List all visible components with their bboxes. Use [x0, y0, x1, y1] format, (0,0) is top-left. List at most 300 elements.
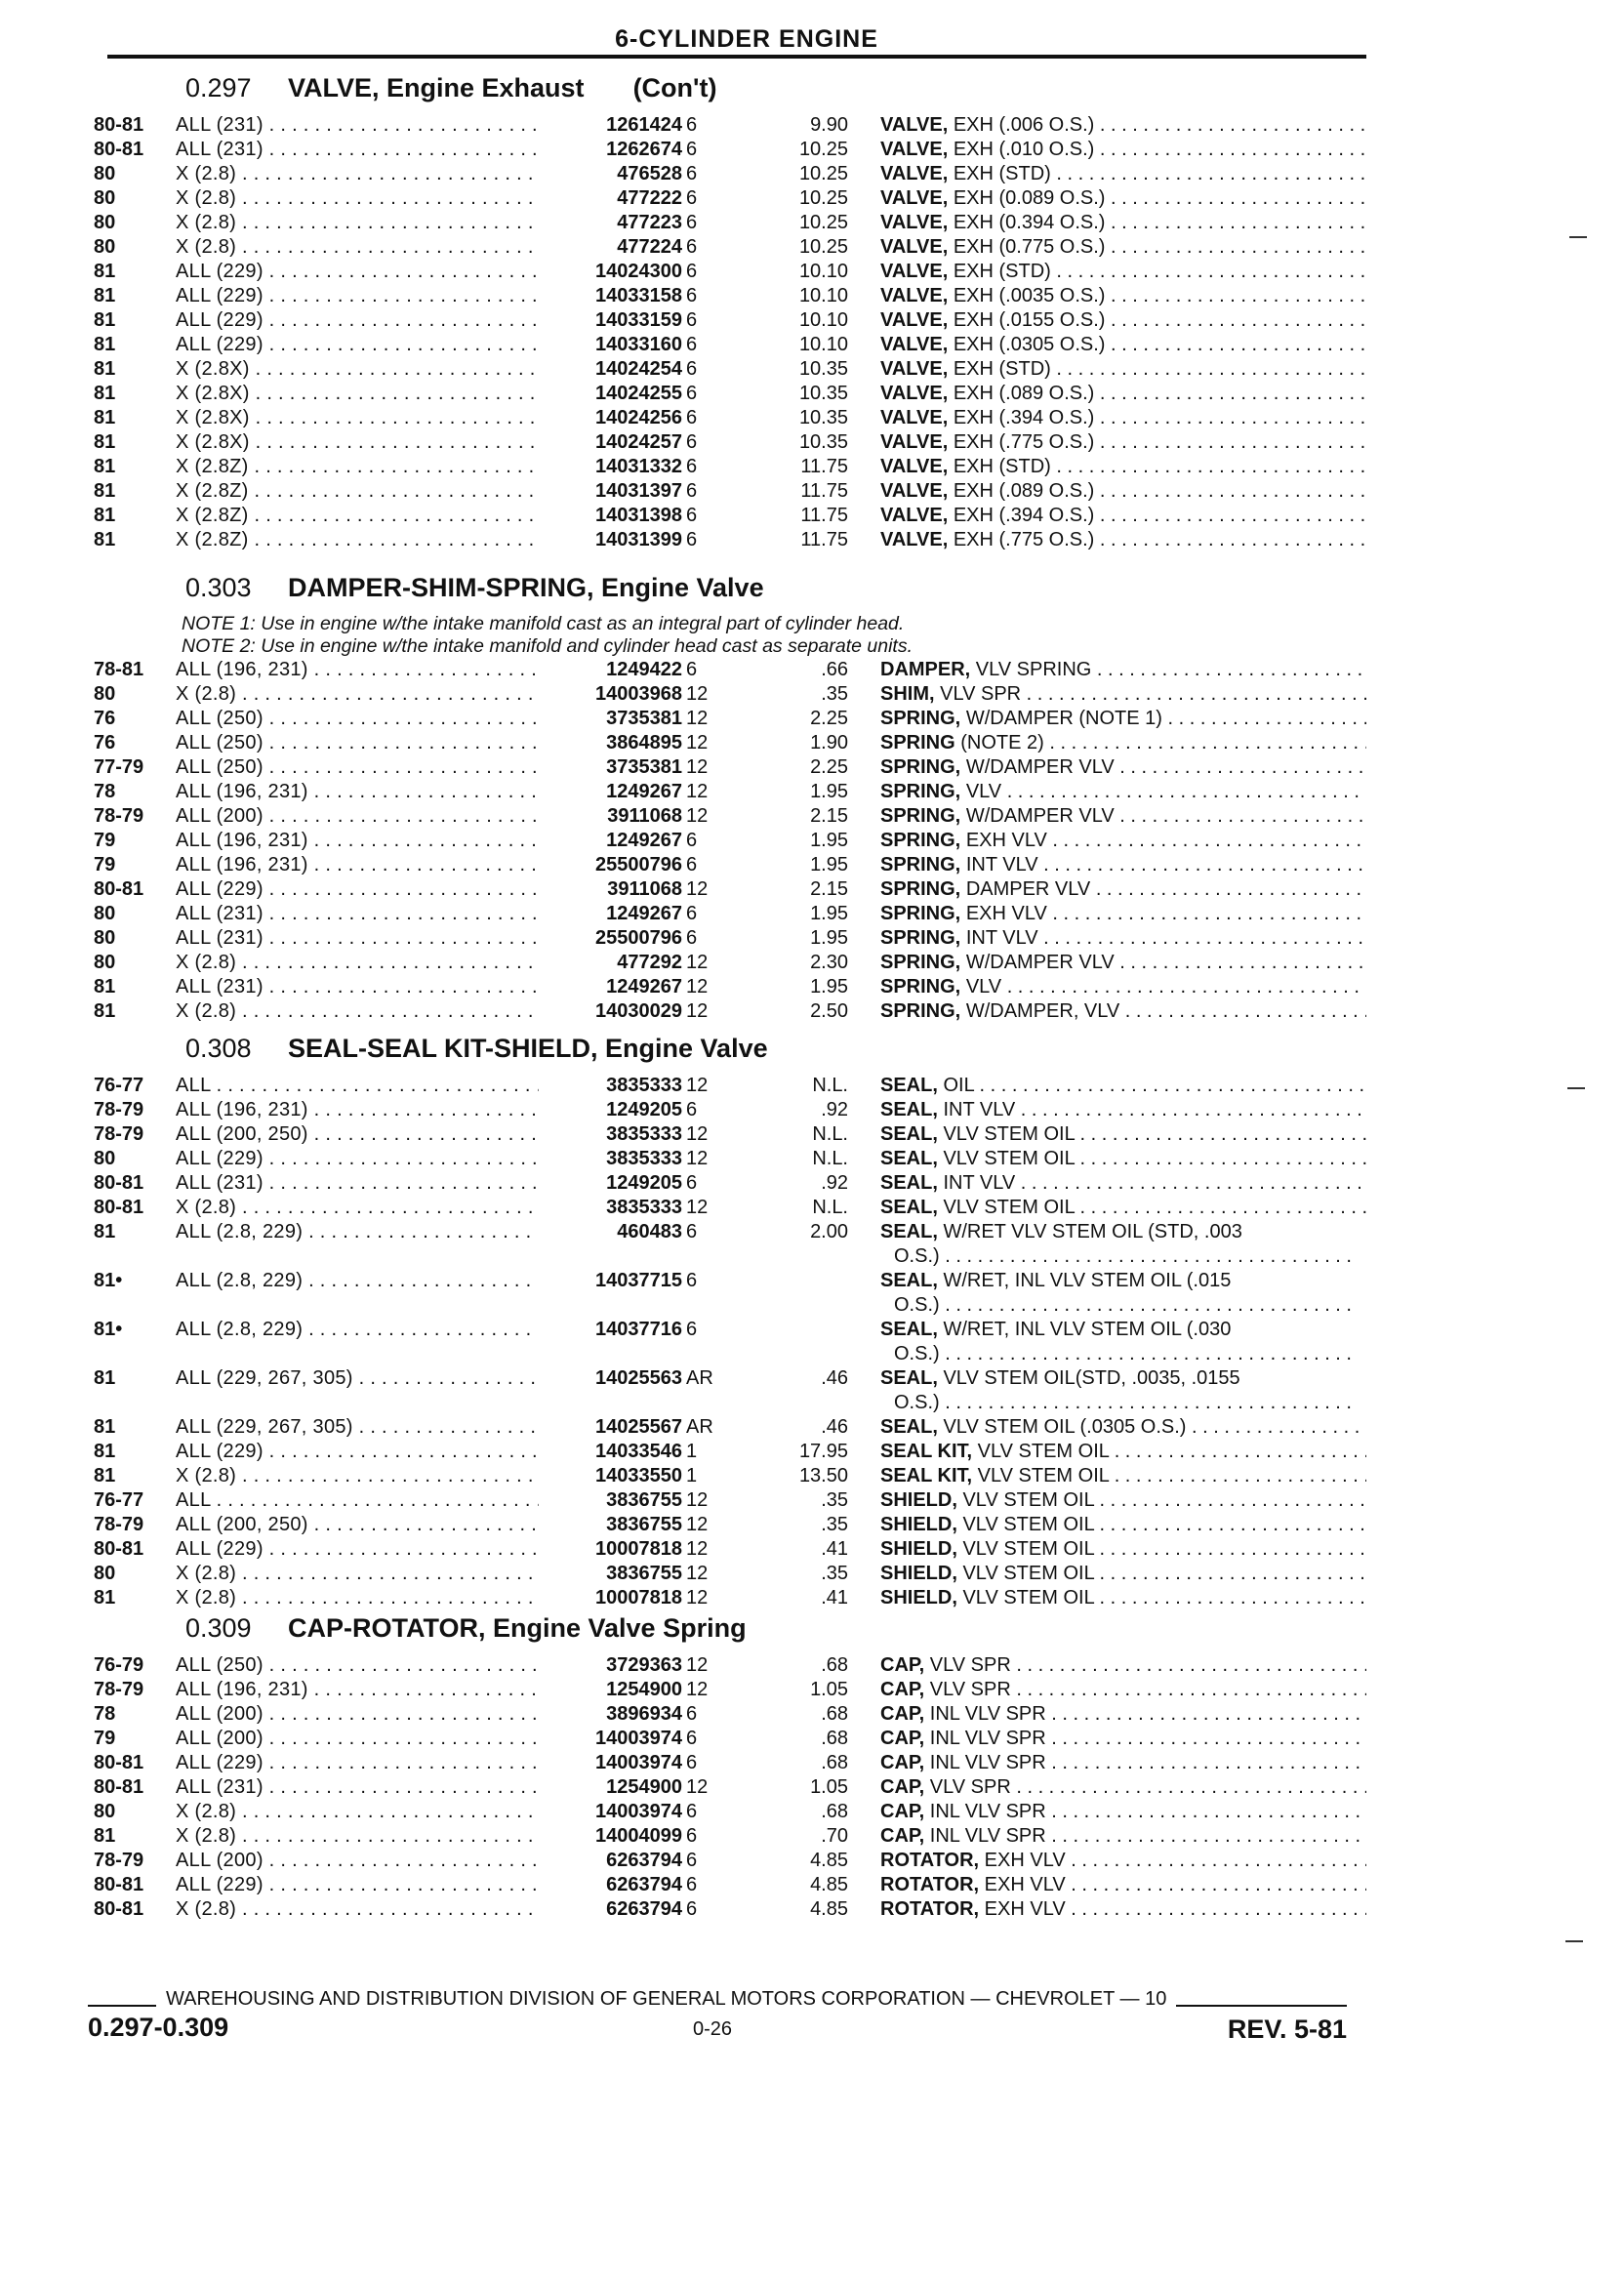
application: ALL (196, 231) . . .: [176, 853, 539, 877]
quantity: 12: [686, 1776, 709, 1798]
description: [880, 1702, 1366, 1727]
description: [880, 1122, 1366, 1147]
description-type: SEAL,: [880, 1123, 938, 1145]
quantity: 6: [686, 285, 698, 306]
description: [880, 1751, 1366, 1775]
description-type: SEAL,: [880, 1270, 938, 1291]
description-detail: VLV STEM OIL: [962, 1489, 1094, 1511]
model-year: 80: [94, 187, 116, 209]
part-number: 14033546: [591, 1440, 682, 1464]
price: 10.25: [798, 236, 848, 258]
quantity: 6: [686, 139, 698, 160]
quantity: 12: [686, 732, 709, 753]
description-type: SEAL,: [880, 1197, 938, 1218]
description-detail: INL VLV SPR: [929, 1801, 1046, 1822]
price: .66: [821, 659, 848, 680]
part-number: 3729363: [602, 1653, 682, 1678]
description-type: VALVE,: [880, 236, 949, 258]
part-number: 476528: [613, 162, 682, 186]
description-type: ROTATOR,: [880, 1874, 980, 1895]
quantity: 6: [686, 114, 698, 136]
description-type: SEAL,: [880, 1099, 938, 1120]
application: ALL (250) . . .: [176, 1653, 539, 1678]
application: X (2.8) . . .: [176, 951, 539, 975]
quantity: 12: [686, 1000, 709, 1022]
description-type: VALVE,: [880, 285, 949, 306]
footer-bottom: [88, 2013, 1347, 2048]
part-number: 3896934: [602, 1702, 682, 1727]
application: ALL (200) . . .: [176, 1849, 539, 1873]
description: [880, 479, 1366, 504]
part-row: [0, 1415, 1624, 1440]
application: ALL (196, 231) . . .: [176, 658, 539, 682]
part-row: [0, 186, 1624, 211]
price: .68: [821, 1703, 848, 1725]
part-row: [0, 162, 1624, 186]
application: ALL (231) . . .: [176, 926, 539, 951]
application: ALL (229) . . .: [176, 333, 539, 357]
footer-division: WAREHOUSING AND DISTRIBUTION DIVISION OF GENERAL MOTORS CORPORATION — CHEVROLET — 10: [166, 1988, 1167, 2010]
model-year: 81: [94, 285, 116, 306]
application: X (2.8X) . . .: [176, 430, 539, 455]
quantity: 6: [686, 456, 698, 477]
quantity: 12: [686, 708, 709, 729]
application: ALL (231) . . .: [176, 1775, 539, 1800]
description: [880, 1366, 1366, 1415]
price: 11.75: [800, 505, 848, 526]
part-row: [0, 999, 1624, 1024]
description-type: SPRING,: [880, 830, 961, 851]
description: [880, 357, 1366, 382]
description-type: VALVE,: [880, 212, 949, 233]
model-year: 80-81: [94, 1172, 144, 1194]
section-title: CAP-ROTATOR, Engine Valve Spring: [288, 1613, 747, 1643]
quantity: 6: [686, 1898, 698, 1920]
part-row: [0, 853, 1624, 877]
description-type: SEAL KIT,: [880, 1465, 973, 1486]
description: [880, 1415, 1366, 1440]
application: X (2.8) . . .: [176, 186, 539, 211]
description-detail: INL VLV SPR: [929, 1825, 1046, 1847]
quantity: 12: [686, 683, 709, 705]
price: N.L.: [812, 1123, 848, 1145]
part-row: [0, 731, 1624, 755]
quantity: 12: [686, 976, 709, 998]
part-row: [0, 504, 1624, 528]
description-detail: W/RET, INL VLV STEM OIL (.030: [943, 1319, 1232, 1340]
quantity: 6: [686, 383, 698, 404]
description: [880, 504, 1366, 528]
description: [880, 999, 1366, 1024]
part-number: 14031399: [591, 528, 682, 552]
part-row: [0, 1653, 1624, 1678]
part-row: [0, 1366, 1624, 1415]
description: [880, 780, 1366, 804]
description: [880, 235, 1366, 260]
price: 1.95: [810, 830, 848, 851]
description-detail: EXH (.0305 O.S.): [953, 334, 1106, 355]
part-row: [0, 1849, 1624, 1873]
price: 11.75: [800, 529, 848, 550]
description-type: SEAL,: [880, 1416, 938, 1438]
price: 4.85: [810, 1850, 848, 1871]
description: [880, 902, 1366, 926]
price: N.L.: [812, 1075, 848, 1096]
part-number: 3836755: [602, 1562, 682, 1586]
description-type: SHIELD,: [880, 1563, 957, 1584]
application: X (2.8) . . .: [176, 1464, 539, 1488]
description-type: SPRING,: [880, 952, 961, 973]
footer-rule: [88, 2005, 156, 2007]
application: ALL (196, 231) . . .: [176, 1678, 539, 1702]
model-year: 80: [94, 952, 116, 973]
description-detail: VLV STEM OIL: [977, 1465, 1110, 1486]
part-number: 14031398: [591, 504, 682, 528]
description-detail: INL VLV SPR: [929, 1728, 1046, 1749]
application: ALL . . .: [176, 1488, 539, 1513]
model-year: 80-81: [94, 1752, 144, 1773]
description: [880, 1824, 1366, 1849]
quantity: 6: [686, 505, 698, 526]
model-year: 78: [94, 1703, 116, 1725]
part-number: 14024254: [591, 357, 682, 382]
description-detail: VLV STEM OIL: [962, 1587, 1094, 1608]
price: 10.25: [798, 163, 848, 184]
price: 2.15: [810, 805, 848, 827]
part-row: [0, 1751, 1624, 1775]
description-detail: W/DAMPER (NOTE 1): [965, 708, 1162, 729]
part-number: 14024256: [591, 406, 682, 430]
description-type: SEAL,: [880, 1319, 938, 1340]
model-year: 80: [94, 1148, 116, 1169]
description-detail: INT VLV: [943, 1172, 1016, 1194]
price: 17.95: [798, 1441, 848, 1462]
description: [880, 731, 1366, 755]
page-title: 6-CYLINDER ENGINE: [615, 25, 878, 53]
revision-label: REV. 5-81: [1227, 2015, 1347, 2044]
part-row: [0, 877, 1624, 902]
application: X (2.8X) . . .: [176, 406, 539, 430]
model-year: 81: [94, 1416, 116, 1438]
price: N.L.: [812, 1197, 848, 1218]
description: [880, 1074, 1366, 1098]
application: X (2.8) . . .: [176, 1196, 539, 1220]
quantity: 6: [686, 1703, 698, 1725]
header-rule: [107, 55, 1366, 59]
model-year: 81: [94, 1221, 116, 1242]
quantity: AR: [686, 1367, 713, 1389]
description-continuation: O.S.) . . .: [894, 1392, 1352, 1413]
description-detail: EXH (0.775 O.S.): [953, 236, 1106, 258]
section-number: 0.308: [185, 1034, 252, 1063]
model-year: 76-77: [94, 1489, 144, 1511]
quantity: 6: [686, 1099, 698, 1120]
description: [880, 1653, 1366, 1678]
application: ALL (250) . . .: [176, 707, 539, 731]
quantity: 6: [686, 1221, 698, 1242]
part-row: [0, 1098, 1624, 1122]
application: ALL (229) . . .: [176, 1147, 539, 1171]
part-number: 3835333: [602, 1147, 682, 1171]
description: [880, 1800, 1366, 1824]
quantity: 12: [686, 1197, 709, 1218]
description-continuation: O.S.) . . .: [894, 1245, 1352, 1267]
part-number: 14025567: [591, 1415, 682, 1440]
price: .92: [821, 1172, 848, 1194]
part-number: 25500796: [591, 853, 682, 877]
application: ALL (2.8, 229) . . .: [176, 1269, 539, 1293]
description-type: VALVE,: [880, 187, 949, 209]
quantity: 6: [686, 261, 698, 282]
description: [880, 1727, 1366, 1751]
price: 1.05: [810, 1776, 848, 1798]
description: [880, 682, 1366, 707]
application: X (2.8Z) . . .: [176, 455, 539, 479]
model-year: 80-81: [94, 1776, 144, 1798]
section-heading: [185, 1612, 747, 1644]
description: [880, 308, 1366, 333]
margin-mark: [1565, 1940, 1583, 1942]
model-year: 80-81: [94, 878, 144, 900]
application: ALL (229) . . .: [176, 1440, 539, 1464]
part-row: [0, 113, 1624, 138]
price: 2.25: [810, 708, 848, 729]
price: 2.50: [810, 1000, 848, 1022]
model-year: 81: [94, 261, 116, 282]
part-row: [0, 333, 1624, 357]
part-number: 6263794: [602, 1849, 682, 1873]
description: [880, 186, 1366, 211]
description: [880, 1488, 1366, 1513]
model-year: 81: [94, 456, 116, 477]
description-type: VALVE,: [880, 383, 949, 404]
model-year: 80: [94, 683, 116, 705]
part-row: [0, 1800, 1624, 1824]
description-detail: INL VLV SPR: [929, 1752, 1046, 1773]
price: 11.75: [800, 480, 848, 502]
section-title: VALVE, Engine Exhaust: [288, 73, 585, 102]
part-row: [0, 1074, 1624, 1098]
application: ALL (196, 231) . . .: [176, 1098, 539, 1122]
page-footer: [88, 1987, 1347, 2048]
application: ALL (229, 267, 305) . . .: [176, 1415, 539, 1440]
application: ALL (229) . . .: [176, 284, 539, 308]
part-row: [0, 211, 1624, 235]
part-number: 3911068: [603, 877, 682, 902]
model-year: 80-81: [94, 114, 144, 136]
model-year: 77-79: [94, 756, 144, 778]
part-number: 14037716: [591, 1318, 682, 1342]
application: ALL (231) . . .: [176, 902, 539, 926]
price: .35: [821, 683, 848, 705]
description-detail: VLV STEM OIL: [977, 1441, 1110, 1462]
model-year: 81: [94, 1825, 116, 1847]
description-detail: EXH (.394 O.S.): [953, 407, 1095, 428]
part-row: [0, 658, 1624, 682]
description-continuation: O.S.) . . .: [894, 1343, 1352, 1364]
description: [880, 877, 1366, 902]
description-detail: EXH (.0155 O.S.): [953, 309, 1106, 331]
part-row: [0, 1873, 1624, 1897]
description: [880, 1678, 1366, 1702]
page-header: [107, 25, 1366, 59]
model-year: 78-79: [94, 805, 144, 827]
price: 2.15: [810, 878, 848, 900]
part-row: [0, 829, 1624, 853]
description-detail: VLV: [965, 781, 1002, 802]
section-heading: [185, 1033, 768, 1064]
model-year: 80-81: [94, 1197, 144, 1218]
quantity: 6: [686, 1874, 698, 1895]
part-number: 1249267: [602, 829, 682, 853]
part-number: 14004099: [591, 1824, 682, 1849]
price: 10.10: [798, 334, 848, 355]
part-row: [0, 951, 1624, 975]
part-number: 6263794: [602, 1873, 682, 1897]
description: [880, 1897, 1366, 1922]
part-number: 1249205: [602, 1171, 682, 1196]
description: [880, 1873, 1366, 1897]
quantity: 6: [686, 163, 698, 184]
part-number: 1249267: [602, 902, 682, 926]
part-row: [0, 1269, 1624, 1318]
description-type: SPRING: [880, 732, 955, 753]
section-number: 0.309: [185, 1613, 252, 1643]
description-type: SPRING,: [880, 1000, 961, 1022]
part-row: [0, 479, 1624, 504]
part-number: 3864895: [602, 731, 682, 755]
quantity: 6: [686, 358, 698, 380]
price: 1.95: [810, 927, 848, 949]
description-type: VALVE,: [880, 261, 949, 282]
application: ALL (250) . . .: [176, 755, 539, 780]
part-number: 1261424: [602, 113, 682, 138]
part-row: [0, 804, 1624, 829]
description-detail: EXH (.775 O.S.): [953, 431, 1095, 453]
part-number: 14025563: [591, 1366, 682, 1391]
quantity: 6: [686, 431, 698, 453]
application: X (2.8) . . .: [176, 1586, 539, 1610]
model-year: 78: [94, 781, 116, 802]
price: 1.95: [810, 976, 848, 998]
description-detail: VLV STEM OIL: [962, 1538, 1094, 1560]
price: 10.35: [798, 383, 848, 404]
model-year: 78-79: [94, 1514, 144, 1535]
quantity: 6: [686, 830, 698, 851]
description: [880, 1562, 1366, 1586]
application: ALL (229) . . .: [176, 260, 539, 284]
part-number: 477224: [613, 235, 682, 260]
price: .68: [821, 1752, 848, 1773]
quantity: 12: [686, 1587, 709, 1608]
description-detail: EXH VLV: [984, 1874, 1066, 1895]
part-number: 14031397: [591, 479, 682, 504]
description-detail: VLV STEM OIL: [943, 1197, 1075, 1218]
description-detail: EXH (STD): [953, 456, 1051, 477]
description: [880, 1537, 1366, 1562]
application: ALL (196, 231) . . .: [176, 829, 539, 853]
application: ALL (2.8, 229) . . .: [176, 1220, 539, 1244]
application: ALL (200, 250) . . .: [176, 1513, 539, 1537]
description-detail: W/DAMPER VLV: [965, 805, 1115, 827]
application: X (2.8) . . .: [176, 682, 539, 707]
part-row: [0, 357, 1624, 382]
price: .70: [821, 1825, 848, 1847]
page-number: 0-26: [693, 2018, 733, 2040]
description: [880, 1440, 1366, 1464]
application: X (2.8X) . . .: [176, 382, 539, 406]
part-number: 3836755: [602, 1488, 682, 1513]
description-detail: INT VLV: [965, 854, 1038, 875]
note-2: NOTE 2: Use in engine w/the intake manifold and cylinder head cast as separate units.: [182, 635, 913, 657]
application: ALL (229) . . .: [176, 877, 539, 902]
model-year: 80-81: [94, 1874, 144, 1895]
model-year: 76: [94, 732, 116, 753]
part-number: 14033159: [591, 308, 682, 333]
quantity: 6: [686, 927, 698, 949]
part-row: [0, 430, 1624, 455]
description: [880, 406, 1366, 430]
description-type: VALVE,: [880, 163, 949, 184]
model-year: 80: [94, 1801, 116, 1822]
price: 1.05: [810, 1679, 848, 1700]
model-year: 81: [94, 1441, 116, 1462]
part-row: [0, 1220, 1624, 1269]
price: 10.35: [798, 358, 848, 380]
section-number: 0.303: [185, 573, 252, 602]
quantity: 12: [686, 1148, 709, 1169]
description-continuation: O.S.) . . .: [894, 1294, 1352, 1316]
description: [880, 1513, 1366, 1537]
description-type: CAP,: [880, 1654, 925, 1676]
description-type: VALVE,: [880, 358, 949, 380]
description-detail: EXH (.775 O.S.): [953, 529, 1095, 550]
description-type: CAP,: [880, 1679, 925, 1700]
application: X (2.8) . . .: [176, 999, 539, 1024]
model-year: 81: [94, 431, 116, 453]
price: 13.50: [798, 1465, 848, 1486]
application: ALL (200) . . .: [176, 804, 539, 829]
description: [880, 333, 1366, 357]
application: ALL . . .: [176, 1074, 539, 1098]
description-type: VALVE,: [880, 431, 949, 453]
application: ALL (196, 231) . . .: [176, 780, 539, 804]
description-detail: VLV SPR: [929, 1679, 1011, 1700]
quantity: 12: [686, 1075, 709, 1096]
description-type: VALVE,: [880, 505, 949, 526]
description-type: CAP,: [880, 1728, 925, 1749]
model-year: 80: [94, 212, 116, 233]
description: [880, 382, 1366, 406]
description: [880, 430, 1366, 455]
description-detail: EXH (.010 O.S.): [953, 139, 1095, 160]
description-type: SPRING,: [880, 805, 961, 827]
price: 10.10: [798, 261, 848, 282]
description-detail: W/DAMPER, VLV: [965, 1000, 1120, 1022]
price: 9.90: [810, 114, 848, 136]
description: [880, 1098, 1366, 1122]
footer-division-line: [88, 1987, 1347, 2011]
part-row: [0, 308, 1624, 333]
quantity: 6: [686, 1752, 698, 1773]
price: .41: [821, 1587, 848, 1608]
description: [880, 804, 1366, 829]
price: 4.85: [810, 1874, 848, 1895]
price: .68: [821, 1801, 848, 1822]
price: 2.30: [810, 952, 848, 973]
application: X (2.8X) . . .: [176, 357, 539, 382]
application: ALL (229) . . .: [176, 1751, 539, 1775]
